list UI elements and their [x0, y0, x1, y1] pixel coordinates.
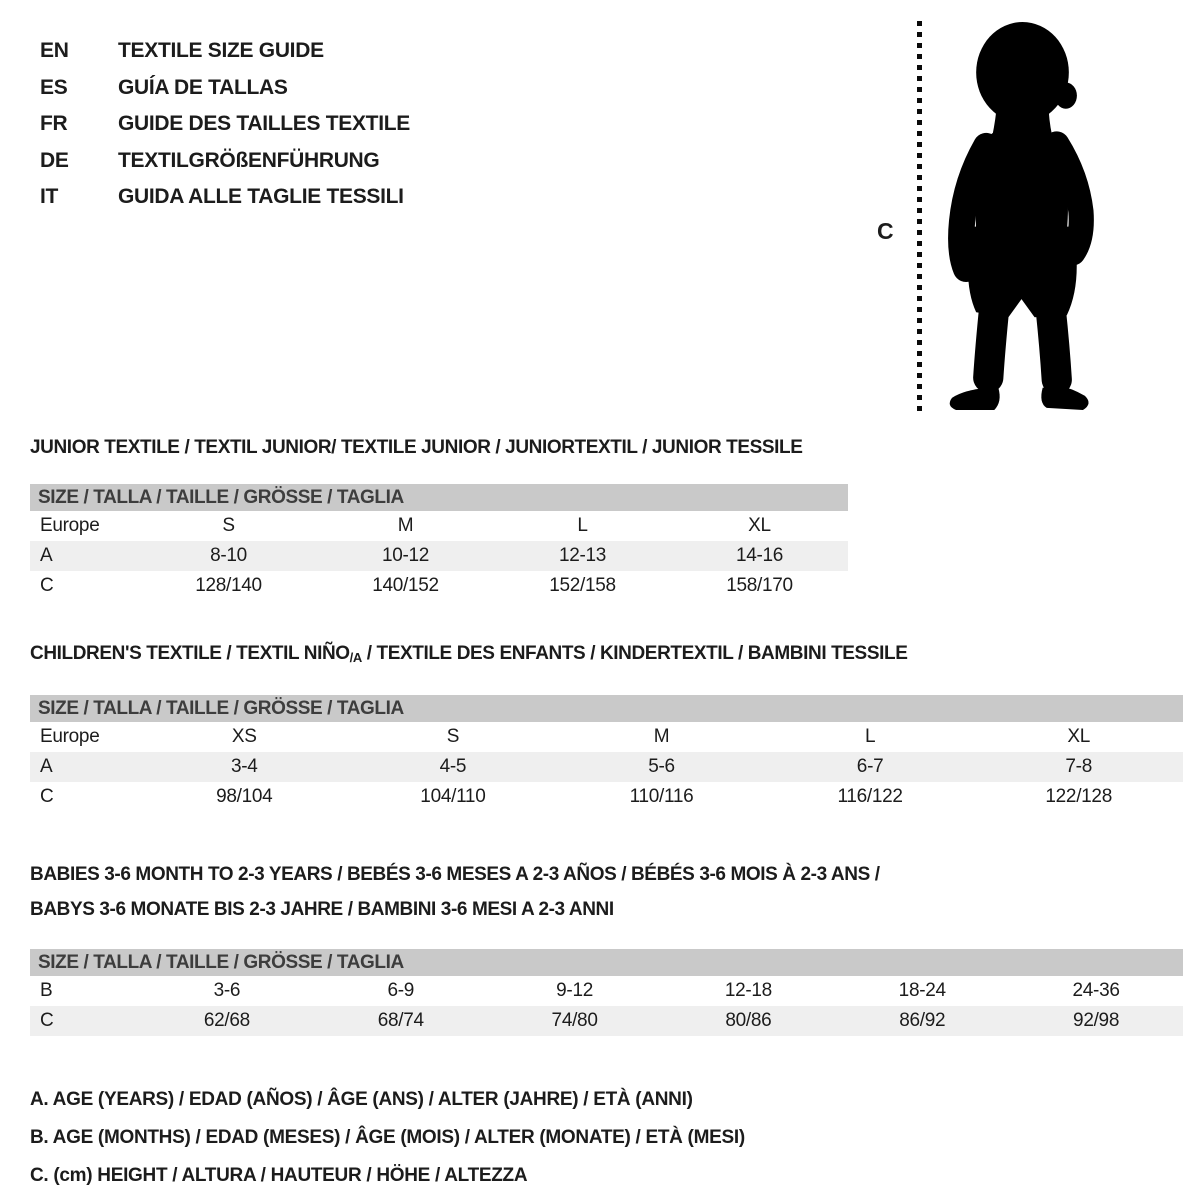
table-cell: L: [577, 515, 588, 536]
table-cell: M: [653, 726, 670, 747]
table-cell: 80/86: [725, 1010, 772, 1031]
language-title: TEXTILGRÖßENFÜHRUNG: [118, 148, 380, 172]
legend-line-c: C. (cm) HEIGHT / ALTURA / HAUTEUR / HÖHE / ALTEZZA: [30, 1165, 528, 1186]
table-row: [30, 782, 1183, 812]
height-dashed-line: [917, 21, 922, 415]
language-title: GUIDE DES TAILLES TEXTILE: [118, 112, 410, 135]
table-row: [30, 722, 1183, 752]
table-cell: 104/110: [420, 786, 486, 807]
section-title-children-post: / TEXTILE DES ENFANTS / KINDERTEXTIL / BAMBINI TESSILE: [361, 643, 908, 664]
row-label: A: [40, 756, 53, 777]
row-label: B: [40, 980, 53, 1001]
size-table-junior: [30, 511, 848, 601]
section-title-children-pre: CHILDREN'S TEXTILE / TEXTIL NIÑO: [30, 643, 350, 664]
section-title-children-sub: /A: [349, 650, 362, 665]
table-cell: XL: [1067, 726, 1090, 747]
table-row: [30, 1006, 1183, 1036]
table-cell: 24-36: [1072, 980, 1120, 1001]
table-cell: 5-6: [648, 756, 675, 777]
table-cell: 98/104: [216, 786, 273, 807]
table-cell: 9-12: [556, 980, 593, 1001]
language-title: TEXTILE SIZE GUIDE: [118, 39, 324, 62]
section-children: [30, 643, 1170, 812]
size-table-babies: [30, 976, 1183, 1036]
language-code: ES: [40, 75, 68, 99]
table-cell: 158/170: [726, 575, 793, 596]
table-cell: 68/74: [377, 1010, 424, 1031]
language-code: EN: [40, 39, 69, 62]
table-cell: 92/98: [1073, 1010, 1120, 1031]
table-row: [30, 511, 848, 541]
language-title: GUIDA ALLE TAGLIE TESSILI: [118, 185, 404, 208]
size-header-junior: SIZE / TALLA / TAILLE / GRÖSSE / TAGLIA: [30, 484, 848, 511]
table-cell: 12-18: [724, 980, 772, 1001]
legend-line-a: A. AGE (YEARS) / EDAD (AÑOS) / ÂGE (ANS) / ALTER (JAHRE) / ETÀ (ANNI): [30, 1089, 693, 1110]
row-label: A: [40, 545, 53, 566]
language-code: IT: [40, 185, 59, 208]
row-label: C: [40, 786, 54, 807]
table-cell: 12-13: [558, 545, 607, 566]
table-cell: 74/80: [551, 1010, 598, 1031]
table-cell: 7-8: [1065, 756, 1092, 777]
size-table-children: [30, 722, 1183, 812]
table-cell: 62/68: [203, 1010, 250, 1031]
row-label: C: [40, 575, 54, 596]
table-cell: 110/116: [629, 786, 694, 807]
table-cell: 3-6: [213, 980, 241, 1001]
table-cell: 8-10: [210, 545, 247, 566]
toddler-silhouette-icon: [933, 15, 1111, 418]
table-row: [30, 541, 848, 571]
language-code: FR: [40, 112, 68, 135]
table-cell: XL: [748, 515, 771, 536]
table-cell: 10-12: [381, 545, 430, 566]
table-cell: 116/122: [837, 786, 903, 807]
table-cell: 86/92: [899, 1010, 946, 1031]
height-figure: [865, 15, 1115, 420]
row-label: Europe: [40, 726, 100, 747]
table-cell: S: [222, 515, 235, 536]
row-label: Europe: [40, 515, 100, 536]
table-cell: 128/140: [195, 575, 262, 596]
section-title-children: [30, 643, 1170, 669]
size-header-babies: SIZE / TALLA / TAILLE / GRÖSSE / TAGLIA: [30, 949, 1183, 976]
section-junior: [30, 437, 1170, 601]
language-code: DE: [40, 148, 69, 172]
table-cell: 6-9: [387, 980, 415, 1001]
table-row: [30, 752, 1183, 782]
section-title-babies-line1: BABIES 3-6 MONTH TO 2-3 YEARS / BEBÉS 3-6 MESES A 2-3 AÑOS / BÉBÉS 3-6 MOIS À 2-3 ANS /: [30, 864, 880, 885]
section-title-junior: JUNIOR TEXTILE / TEXTIL JUNIOR/ TEXTILE JUNIOR / JUNIORTEXTIL / JUNIOR TESSILE: [30, 437, 803, 458]
legend: [30, 1081, 1170, 1195]
legend-line-b: B. AGE (MONTHS) / EDAD (MESES) / ÂGE (MOIS) / ALTER (MONATE) / ETÀ (MESI): [30, 1127, 745, 1148]
table-cell: 18-24: [898, 980, 946, 1001]
table-cell: XS: [231, 726, 257, 747]
header-area: [30, 0, 1170, 437]
table-cell: 3-4: [231, 756, 258, 777]
table-cell: 6-7: [856, 756, 884, 777]
section-title-babies-line2: BABYS 3-6 MONATE BIS 2-3 JAHRE / BAMBINI 3-6 MESI A 2-3 ANNI: [30, 899, 614, 920]
table-cell: 14-16: [735, 545, 784, 566]
row-label: C: [40, 1010, 54, 1031]
table-cell: M: [397, 515, 414, 536]
height-label: C: [877, 218, 894, 244]
table-row: [30, 976, 1183, 1006]
table-cell: L: [864, 726, 876, 747]
table-row: [30, 571, 848, 601]
section-babies: [30, 857, 1170, 1036]
size-header-children: SIZE / TALLA / TAILLE / GRÖSSE / TAGLIA: [30, 695, 1183, 722]
table-cell: 4-5: [439, 756, 467, 777]
table-cell: 122/128: [1045, 786, 1112, 807]
language-title: GUÍA DE TALLAS: [118, 75, 288, 99]
table-cell: S: [446, 726, 460, 747]
table-cell: 140/152: [372, 575, 439, 596]
table-cell: 152/158: [549, 575, 616, 596]
